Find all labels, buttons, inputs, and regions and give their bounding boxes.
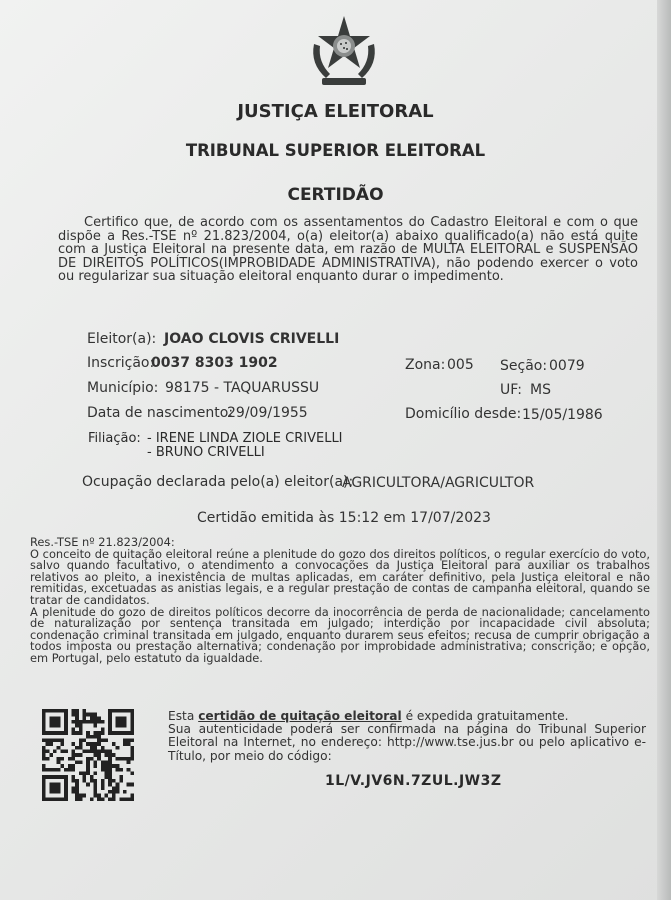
parent-2: - BRUNO CRIVELLI [147,445,265,460]
occupation-label: Ocupação declarada pelo(a) eleitor(a): [82,474,354,490]
intro-text: Certifico que, de acordo com os assentamentos do Cadastro Eleitoral e com o que dispõe a Res.-TSE nº 21.823/2004, o(a) eleitor(a) abaixo qualificado(a) não está quite com a Justiça Eleitoral na presente data, em razão de MULTA ELEITORAL e SUSPENSÃO DE DIREITOS POLÍTICOS(IMPROBIDADE ADMINISTRATIVA), não podendo exercer o voto ou regularizar sua situação eleitoral enquanto durar o impedimento. [58,215,638,284]
legal-paragraph-2: A plenitude do gozo de direitos políticos decorre da inocorrência de perda de nacionalidade; cancelamento de naturalização por sentença transitada em julgado; interdição por incapacidade civil absoluta; condenação criminal transitada em julgado, enquanto durarem seus efeitos; recusa de cumprir obrigação a todos imposta ou prestação alternativa; condenação por improbidade administrativa; conscrição; e opção, em Portugal, pelo estatuto da igualdade. [30,604,650,665]
parents-label: Filiação: [88,431,141,446]
city-label: Município: [87,380,159,396]
court-heading: TRIBUNAL SUPERIOR ELEITORAL [185,141,486,160]
qr-code-icon [42,709,134,801]
auth-line-2: Sua autenticidade poderá ser confirmada na página do Tribunal Superior Eleitoral na Internet, no endereço: http://www.tse.jus.br ou pelo aplicativo e-Título, por meio do código: [168,722,646,763]
elector-label: Eleitor(a): [87,331,157,347]
paper-edge [657,0,671,900]
occupation-value: AGRICULTORA/AGRICULTOR [342,475,535,491]
document-title: CERTIDÃO [287,185,384,205]
authenticity-block [168,710,646,763]
domicile-label: Domicílio desde: [405,406,522,422]
elector-name: JOAO CLOVIS CRIVELLI [164,331,340,347]
state-value: MS [530,382,551,398]
section-label: Seção: [500,358,548,374]
auth-line1-post: é expedida gratuitamente. [405,709,569,723]
birth-date: 29/09/1955 [227,405,308,421]
city-value: 98175 - TAQUARUSSU [165,380,320,396]
org-heading: JUSTIÇA ELEITORAL [237,101,434,122]
legal-reference: Res.-TSE nº 21.823/2004: [30,535,175,549]
registration-label: Inscrição: [87,355,155,371]
state-label: UF: [500,382,522,398]
issued-timestamp: Certidão emitida às 15:12 em 17/07/2023 [197,510,491,526]
quitacao-link[interactable]: certidão de quitação eleitoral [198,709,402,723]
verification-code: 1L/V.JV6N.7ZUL.JW3Z [325,773,502,789]
registration-number: 0037 8303 1902 [151,355,278,371]
qr-code-graphic [42,709,134,801]
brasil-coat-of-arms-icon [306,14,382,90]
birth-label: Data de nascimento: [87,405,234,421]
zone-value: 005 [447,357,474,373]
legal-notes [30,537,650,665]
auth-line1-pre: Esta [168,709,195,723]
domicile-date: 15/05/1986 [522,407,603,423]
certification-statement [58,216,638,284]
section-value: 0079 [549,358,585,374]
parent-1: - IRENE LINDA ZIOLE CRIVELLI [147,431,343,446]
legal-paragraph-1: O conceito de quitação eleitoral reúne a plenitude do gozo dos direitos políticos, o regular exercício do voto, salvo quando facultativo, o atendimento a convocações da Justiça Eleitoral para auxiliar os trabalhos relativos ao pleito, a inexistência de multas aplicadas, em caráter definitivo, pela Justiça eleitoral e não remitidas, excetuadas as anistias legais, e a regular prestação de contas de campanha eleitoral, quando se tratar de candidatos. [30,546,650,607]
zone-label: Zona: [405,357,446,373]
